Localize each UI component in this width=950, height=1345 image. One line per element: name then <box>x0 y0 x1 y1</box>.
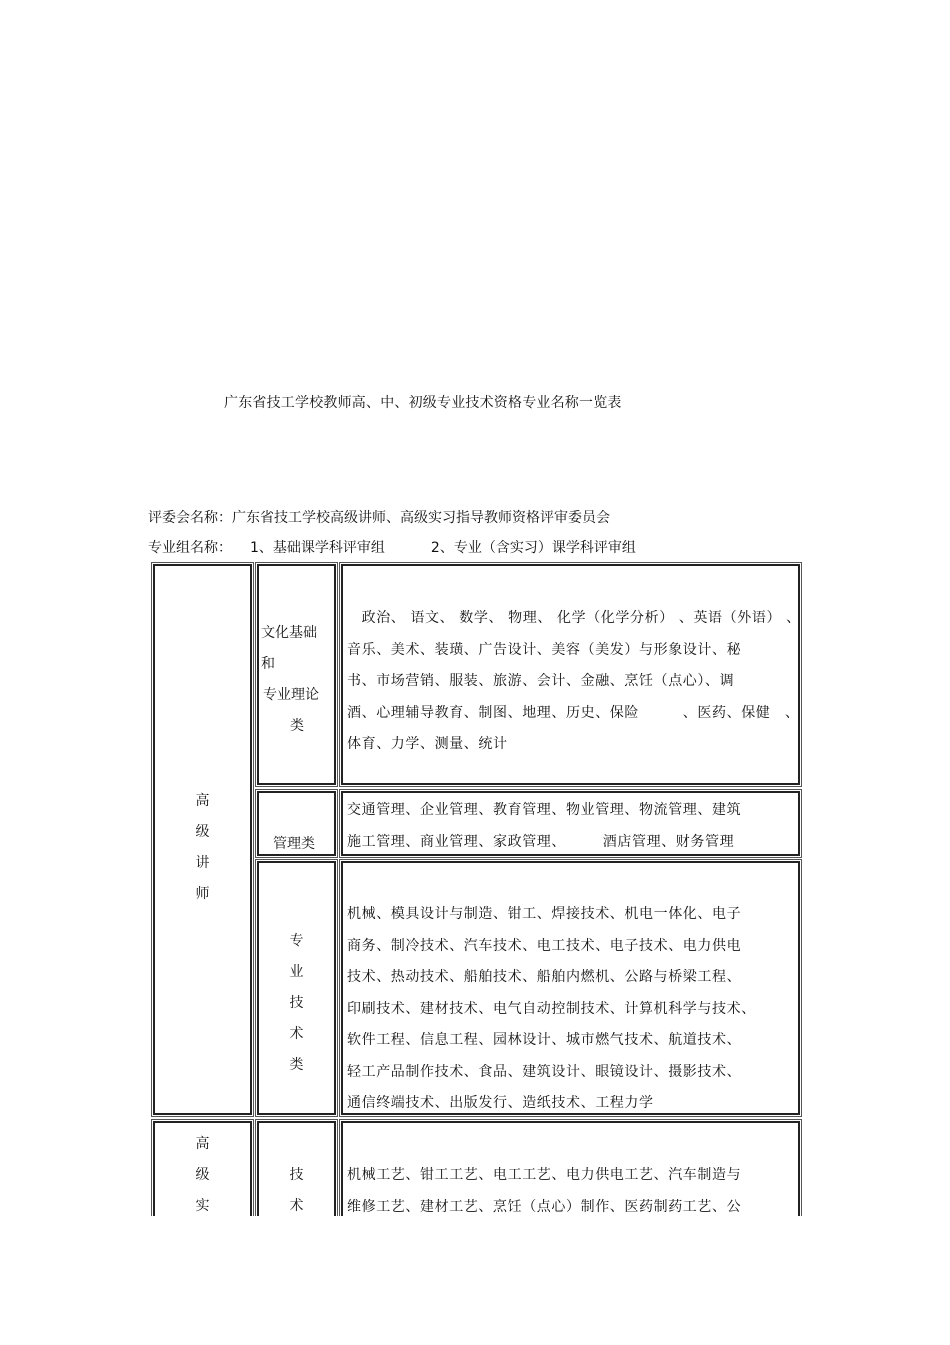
rank-char: 高 <box>195 1136 210 1152</box>
category-line: 专 <box>289 933 304 949</box>
document-title: 广东省技工学校教师高、中、初级专业技术资格专业名称一览表 <box>224 395 622 411</box>
rank-char: 级 <box>195 1167 210 1183</box>
rank-char: 级 <box>195 824 210 840</box>
category-line: 术 <box>289 1198 304 1214</box>
content-line: 机械工艺、钳工工艺、电工工艺、电力供电工艺、汽车制造与 <box>347 1167 742 1183</box>
rank-cell-senior-lecturer <box>153 564 252 1115</box>
content-line: 机械、模具设计与制造、钳工、焊接技术、机电一体化、电子 <box>347 906 742 922</box>
group-label: 专业组名称： <box>148 540 232 556</box>
category-cell-management <box>257 791 336 856</box>
content-line: 施工管理、商业管理、家政管理、 酒店管理、财务管理 <box>347 833 735 850</box>
content-line: 酒、心理辅导教育、制图、地理、历史、保险 、医药、保健 、 <box>347 704 800 721</box>
content-line: 通信终端技术、出版发行、造纸技术、工程力学 <box>347 1095 654 1111</box>
content-line: 印刷技术、建材技术、电气自动控制技术、计算机科学与技术、 <box>347 1000 756 1017</box>
category-line: 技 <box>289 995 304 1011</box>
content-cell-professional-tech <box>341 861 800 1115</box>
content-cell-culture-theory <box>341 564 800 785</box>
rank-cell-senior-practice-instructor <box>153 1121 252 1216</box>
content-line: 商务、制冷技术、汽车技术、电工技术、电子技术、电力供电 <box>347 937 742 954</box>
rank-char: 师 <box>195 886 210 902</box>
category-cell-culture-theory <box>257 564 336 785</box>
content-cell-technical <box>341 1121 800 1216</box>
category-line: 管理类 <box>273 836 315 852</box>
category-line: 技 <box>289 1167 304 1183</box>
category-line: 专业理论 <box>263 687 319 703</box>
category-line: 类 <box>290 718 304 734</box>
content-line: 书、市场营销、服装、旅游、会计、金融、烹饪（点心）、调 <box>347 673 735 689</box>
group-name-line <box>148 537 636 557</box>
committee-name-line: 评委会名称：广东省技工学校高级讲师、高级实习指导教师资格评审委员会 <box>148 510 610 526</box>
group-2-name: 2、专业（含实习）课学科评审组 <box>430 540 636 556</box>
category-cell-technical <box>257 1121 336 1216</box>
content-line: 软件工程、信息工程、园林设计、城市燃气技术、航道技术、 <box>347 1032 742 1048</box>
group-1-name: 1、基础课学科评审组 <box>250 540 385 556</box>
rank-char: 实 <box>195 1198 210 1214</box>
category-line: 类 <box>289 1057 304 1073</box>
content-line: 轻工产品制作技术、食品、建筑设计、眼镜设计、摄影技术、 <box>347 1063 742 1080</box>
specialty-table <box>150 561 803 1216</box>
content-line: 音乐、美术、装璜、广告设计、美容（美发）与形象设计、秘 <box>347 641 742 658</box>
rank-char: 讲 <box>195 855 210 871</box>
content-line: 政治、 语文、 数学、 物理、 化学（化学分析） 、英语（外语） 、 <box>347 610 801 626</box>
content-line: 技术、热动技术、船舶技术、船舶内燃机、公路与桥梁工程、 <box>347 969 742 985</box>
content-line: 体育、力学、测量、统计 <box>347 736 508 752</box>
content-line: 交通管理、企业管理、教育管理、物业管理、物流管理、建筑 <box>347 802 742 818</box>
category-cell-professional-tech <box>257 861 336 1115</box>
content-cell-management <box>341 791 800 856</box>
content-line: 维修工艺、建材工艺、烹饪（点心）制作、医药制药工艺、公 <box>347 1198 742 1215</box>
category-line: 文化基础 <box>261 625 317 641</box>
rank-char: 高 <box>195 793 210 809</box>
category-line: 术 <box>289 1026 304 1042</box>
category-line: 和 <box>261 656 275 672</box>
category-line: 业 <box>289 964 304 980</box>
